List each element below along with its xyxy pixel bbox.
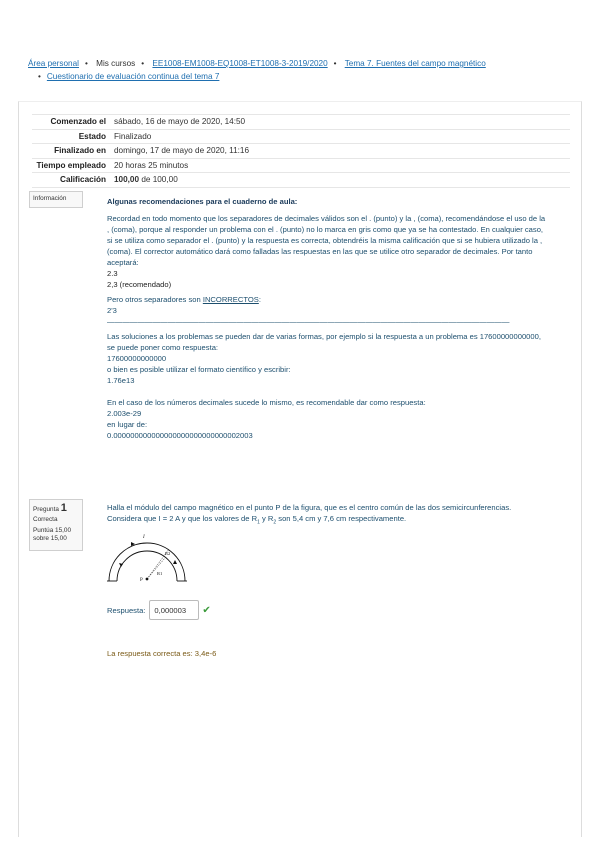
question-label: Pregunta [33, 506, 59, 513]
question-score: Puntúa 15,00 sobre 15,00 [33, 527, 72, 542]
info-title: Algunas recomendaciones para el cuaderno de aula: [107, 197, 298, 206]
figure-label-r2: R2 [165, 551, 171, 556]
question-text: Halla el módulo del campo magnético en el punto P de la figura, que es el centro común de las dos semicircunferencias. [107, 503, 512, 512]
summary-value: domingo, 17 de mayo de 2020, 11:16 [114, 146, 250, 156]
summary-row-finished [32, 143, 570, 158]
summary-row-started [32, 114, 570, 129]
breadcrumb-separator: • [333, 59, 337, 68]
info-incorrect-prefix: Pero otros separadores son [107, 295, 203, 304]
question-content [107, 502, 547, 529]
summary-key: Estado [78, 131, 106, 141]
breadcrumb [28, 57, 578, 83]
summary-key: Tiempo empleado [36, 160, 106, 170]
question-subscript: 2 [273, 519, 277, 526]
summary-key: Calificación [60, 175, 106, 185]
question-text-part: Considera que I = 2 A y que los valores de R [107, 514, 258, 523]
question-info-box [29, 499, 83, 551]
info-incorrect-line [107, 294, 547, 305]
summary-value [114, 175, 178, 184]
summary-key: Comenzado el [50, 117, 106, 127]
breadcrumb-separator: • [38, 72, 41, 81]
summary-value: 20 horas 25 minutos [114, 160, 189, 170]
info-paragraph-instead: en lugar de: [107, 420, 148, 429]
breadcrumb-topic-link[interactable]: Tema 7. Fuentes del campo magnético [344, 59, 486, 68]
info-example: 1.76e13 [107, 376, 135, 385]
summary-key: Finalizado en [54, 146, 106, 156]
summary-row-time [32, 158, 570, 173]
correct-check-icon: ✔ [202, 604, 211, 616]
summary-row-state [32, 129, 570, 144]
figure-label-r1: R1 [157, 571, 163, 576]
info-paragraph-separators: Recordad en todo momento que los separadores de decimales válidos son el . (punto) y la , (coma), recomendándose el uso de la , (coma), porque al responder un problema con el . (punto) no lo marca en gris como que ya se ha contestado. En cualquier caso, si se utiliza como separador el . (punto) y la respuesta es correcta, obtendréis la misma calificación que si se hubiera utilizado la , (coma). El corrector automático dará como falladas las respuestas en las que se utilice otro separador de decimales. Por tanto aceptará: [107, 214, 546, 267]
figure-label-current: I [143, 535, 145, 540]
question-text-values [107, 513, 547, 529]
info-example: 2.003e-29 [107, 409, 142, 418]
breadcrumb-course-link[interactable]: EE1008-EM1008-EQ1008-ET1008-3-2019/2020 [152, 59, 328, 68]
figure-label-point: P [140, 578, 143, 583]
info-paragraph-solutions: Las soluciones a los problemas se pueden dar de varias formas, por ejemplo si la respuesta a un problema es 17600000000000, se puede poner como respuesta: [107, 332, 541, 352]
info-incorrect-suffix: : [258, 295, 261, 304]
answer-input[interactable]: 0,000003 [149, 600, 199, 620]
breadcrumb-home-link[interactable]: Área personal [28, 59, 79, 68]
info-divider: ————————————————————————————————————————————————————— [107, 317, 510, 326]
question-number: 1 [60, 502, 67, 514]
breadcrumb-separator: • [84, 59, 88, 68]
answer-label: Respuesta: [107, 605, 146, 615]
info-paragraph-scientific: o bien es posible utilizar el formato científico y escribir: [107, 365, 291, 374]
grade-value: 100,00 [114, 175, 140, 185]
info-content [107, 196, 547, 441]
info-example: 2,3 (recomendado) [107, 280, 172, 289]
question-text-part: y R [259, 514, 274, 523]
info-incorrect-word: INCORRECTOS [202, 295, 259, 304]
attempt-summary-table [32, 114, 570, 188]
question-status: Correcta [33, 516, 58, 523]
info-label: Información [33, 195, 67, 202]
summary-value: sábado, 16 de mayo de 2020, 14:50 [114, 117, 246, 127]
answer-row [107, 600, 211, 620]
info-example: 0.000000000000000000000000000002003 [107, 431, 253, 440]
info-paragraph-decimals: En el caso de los números decimales sucede lo mismo, es recomendable dar como respuesta: [107, 398, 426, 407]
grade-max: de 100,00 [139, 175, 178, 185]
info-label-box [29, 191, 83, 208]
breadcrumb-quiz-link[interactable]: Cuestionario de evaluación continua del tema 7 [46, 72, 220, 81]
breadcrumb-my-courses[interactable]: Mis cursos [96, 59, 136, 68]
question-subscript: 1 [257, 519, 260, 526]
summary-value: Finalizado [114, 131, 152, 141]
breadcrumb-separator: • [141, 59, 145, 68]
summary-row-grade [32, 172, 570, 188]
semicircle-figure [107, 531, 187, 585]
correct-answer-feedback: La respuesta correcta es: 3,4e-6 [107, 649, 217, 658]
question-text-part: son 5,4 cm y 7,6 cm respectivamente. [276, 514, 407, 523]
info-example: 17600000000000 [107, 354, 167, 363]
info-example: 2.3 [107, 269, 118, 278]
info-example: 2'3 [107, 306, 117, 315]
